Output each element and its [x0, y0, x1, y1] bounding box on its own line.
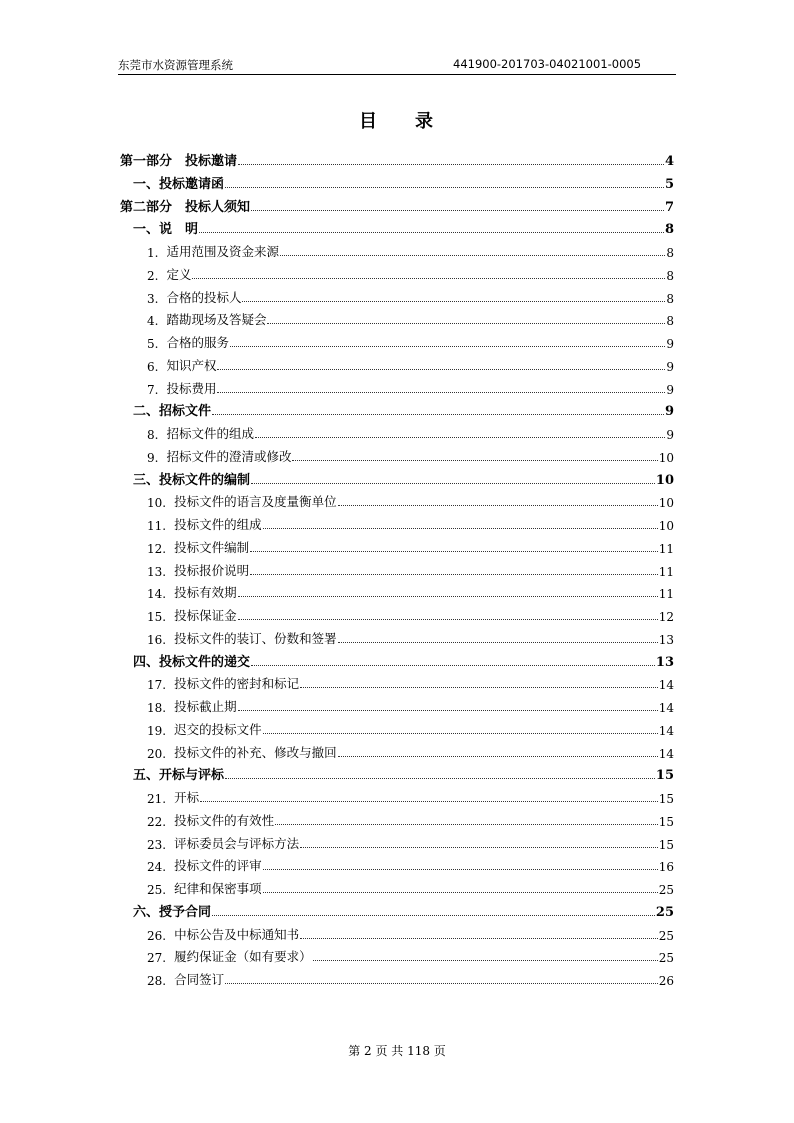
toc-entry-page: 11: [658, 587, 674, 602]
toc-entry-title: 投标文件编制: [174, 539, 250, 555]
toc-dot-leader: [217, 368, 665, 370]
toc-entry-page: 8: [666, 246, 674, 260]
toc-entry[interactable]: [147, 947, 674, 965]
toc-dot-leader: [251, 482, 655, 484]
toc-entry-page: 8: [666, 268, 674, 283]
toc-entry-title: 评标委员会与评标方法: [174, 835, 300, 851]
toc-entry[interactable]: [133, 219, 674, 237]
toc-entry-page: 15: [658, 792, 674, 806]
toc-dot-leader: [225, 186, 664, 188]
toc-entry-page: 15: [658, 814, 674, 829]
toc-entry[interactable]: [147, 538, 674, 556]
toc-dot-leader: [230, 345, 665, 347]
toc-dot-leader: [250, 550, 658, 552]
toc-entry-title: 纪律和保密事项: [174, 881, 262, 896]
toc-dot-leader: [225, 777, 655, 779]
toc-entry-number: 24.: [147, 860, 167, 875]
toc-entry-page: 7: [664, 199, 674, 215]
toc-entry-number: 13.: [147, 564, 167, 579]
toc-entry-page: 25: [658, 928, 674, 943]
toc-entry-title: 五、开标与评标: [133, 768, 225, 784]
toc-dot-leader: [250, 573, 658, 575]
toc-dot-leader: [199, 231, 664, 233]
toc-entry-title: 投标文件的补充、修改与撤回: [174, 744, 337, 760]
toc-entry-page: 15: [658, 837, 674, 852]
toc-entry-title: 第一部分 投标邀请: [120, 154, 238, 169]
toc-entry[interactable]: [147, 265, 674, 283]
toc-entry-title: 招标文件的澄清或修改: [166, 448, 292, 464]
toc-entry-title: 适用范围及资金来源: [166, 244, 279, 259]
toc-entry-number: 3.: [147, 291, 159, 306]
toc-entry-page: 13: [658, 632, 674, 647]
toc-entry-page: 11: [658, 541, 674, 556]
toc-entry-title: 投标报价说明: [174, 562, 250, 578]
toc-entry[interactable]: [133, 470, 674, 488]
toc-entry-number: 1.: [147, 246, 159, 260]
toc-entry-page: 8: [664, 222, 674, 238]
toc-entry-page: 15: [655, 768, 674, 784]
toc-entry[interactable]: [147, 379, 674, 397]
toc-entry-title: 招标文件的组成: [166, 426, 254, 441]
toc-entry[interactable]: [147, 697, 674, 715]
toc-dot-leader: [238, 163, 664, 165]
toc-entry-page: 9: [666, 382, 674, 397]
toc-dot-leader: [217, 391, 665, 393]
toc-entry-page: 4: [664, 154, 674, 169]
toc-entry-number: 17.: [147, 678, 167, 693]
toc-dot-leader: [212, 914, 655, 916]
toc-entry-page: 25: [655, 904, 674, 920]
toc-entry-number: 10.: [147, 496, 167, 511]
toc-entry-title: 踏勘现场及答疑会: [166, 312, 267, 328]
title-char-2: 录: [415, 111, 435, 132]
toc-entry-page: 25: [658, 951, 674, 966]
toc-dot-leader: [238, 595, 658, 597]
toc-entry-title: 投标截止期: [174, 699, 237, 714]
toc-dot-leader: [225, 982, 658, 984]
toc-entry-page: 12: [658, 610, 674, 624]
toc-entry[interactable]: [133, 174, 674, 192]
toc-entry-page: 9: [664, 404, 674, 420]
toc-entry[interactable]: [133, 401, 674, 419]
toc-entry-page: 9: [666, 428, 674, 442]
toc-entry-page: 14: [658, 701, 674, 715]
toc-entry-page: 10: [658, 519, 674, 533]
toc-entry[interactable]: [147, 310, 674, 328]
toc-entry[interactable]: [147, 856, 674, 874]
toc-entry-number: 20.: [147, 746, 167, 761]
toc-entry-page: 26: [658, 974, 674, 988]
toc-entry-title: 投标有效期: [174, 585, 237, 601]
toc-entry-number: 21.: [147, 792, 167, 806]
toc-dot-leader: [338, 504, 658, 506]
toc-entry-number: 2.: [147, 268, 159, 283]
toc-dot-leader: [280, 254, 665, 256]
toc-entry-number: 6.: [147, 359, 159, 374]
toc-entry-title: 投标费用: [166, 380, 217, 396]
toc-dot-leader: [313, 959, 658, 961]
toc-entry-title: 投标文件的装订、份数和签署: [174, 630, 337, 646]
toc-entry-title: 开标: [174, 790, 200, 805]
toc-entry-number: 22.: [147, 814, 167, 829]
toc-entry-page: 25: [658, 883, 674, 897]
toc-entry-number: 27.: [147, 951, 167, 966]
toc-entry[interactable]: [147, 424, 674, 442]
toc-entry-number: 11.: [147, 519, 167, 533]
toc-entry-number: 5.: [147, 337, 159, 351]
toc-entry[interactable]: [147, 356, 674, 374]
page-title: [0, 107, 794, 133]
toc-entry-title: 第二部分 投标人须知: [120, 199, 251, 215]
toc-entry-title: 六、授予合同: [133, 904, 212, 920]
page-footer: 第 2 页 共 118 页: [348, 1044, 446, 1058]
title-char-1: 目: [359, 111, 379, 132]
header-document-name: 东莞市水资源管理系统: [118, 58, 233, 72]
toc-entry[interactable]: [120, 197, 674, 215]
toc-entry-page: 9: [666, 359, 674, 374]
toc-entry-number: 14.: [147, 587, 167, 602]
toc-entry[interactable]: [147, 970, 674, 988]
toc-entry-number: 8.: [147, 428, 159, 442]
toc-entry[interactable]: [147, 811, 674, 829]
toc-entry[interactable]: [147, 333, 674, 351]
toc-dot-leader: [338, 755, 658, 757]
toc-entry-title: 定义: [166, 266, 192, 282]
toc-entry[interactable]: [147, 288, 674, 306]
toc-entry-number: 7.: [147, 382, 159, 397]
toc-dot-leader: [300, 846, 658, 848]
toc-entry-title: 合格的投标人: [166, 289, 242, 305]
toc-entry-page: 10: [658, 450, 674, 465]
page-header: [118, 56, 676, 75]
toc-entry[interactable]: [147, 743, 674, 761]
toc-entry-title: 迟交的投标文件: [174, 721, 262, 737]
toc-dot-leader: [300, 937, 658, 939]
header-document-code: 441900-201703-04021001-0005: [453, 57, 642, 71]
toc-entry[interactable]: [147, 583, 674, 601]
toc-dot-leader: [242, 300, 665, 302]
toc-entry-title: 知识产权: [166, 357, 217, 373]
toc-entry-title: 三、投标文件的编制: [133, 472, 251, 488]
toc-entry[interactable]: [147, 242, 674, 260]
toc-dot-leader: [267, 322, 665, 324]
toc-entry[interactable]: [147, 788, 674, 806]
toc-entry-page: 16: [658, 860, 674, 875]
toc-dot-leader: [263, 527, 658, 529]
toc-entry-title: 一、投标邀请函: [133, 176, 225, 192]
toc-dot-leader: [263, 868, 658, 870]
toc-entry[interactable]: [147, 674, 674, 692]
toc-entry-page: 5: [664, 176, 674, 192]
toc-entry-title: 投标文件的密封和标记: [174, 676, 300, 692]
toc-entry-page: 10: [658, 496, 674, 511]
toc-entry[interactable]: [147, 561, 674, 579]
toc-entry-page: 8: [666, 314, 674, 329]
toc-entry[interactable]: [147, 720, 674, 738]
toc-entry-title: 投标保证金: [174, 608, 237, 623]
toc-entry-page: 13: [655, 654, 674, 670]
toc-entry-title: 投标文件的组成: [174, 517, 262, 532]
toc-entry-page: 8: [666, 291, 674, 306]
toc-dot-leader: [238, 709, 658, 711]
toc-dot-leader: [263, 891, 658, 893]
toc-entry-number: 23.: [147, 837, 167, 852]
toc-entry[interactable]: [133, 902, 674, 920]
toc-entry-title: 合格的服务: [166, 335, 229, 350]
toc-entry-number: 16.: [147, 632, 167, 647]
toc-entry[interactable]: [147, 834, 674, 852]
toc-entry-page: 11: [658, 564, 674, 579]
toc-entry-title: 投标文件的有效性: [174, 812, 275, 828]
toc-entry-number: 19.: [147, 723, 167, 738]
toc-dot-leader: [255, 436, 665, 438]
toc-entry[interactable]: [147, 447, 674, 465]
toc-entry[interactable]: [147, 925, 674, 943]
toc-entry-number: 15.: [147, 610, 167, 624]
toc-entry-number: 28.: [147, 974, 167, 988]
toc-entry[interactable]: [147, 515, 674, 533]
toc-entry-title: 履约保证金（如有要求）: [174, 949, 312, 965]
toc-entry-number: 25.: [147, 883, 167, 897]
toc-entry-page: 9: [666, 337, 674, 351]
toc-entry[interactable]: [120, 151, 674, 169]
toc-dot-leader: [338, 641, 658, 643]
toc-dot-leader: [292, 459, 657, 461]
toc-entry-title: 一、说 明: [133, 222, 199, 238]
toc-entry[interactable]: [147, 492, 674, 510]
toc-dot-leader: [275, 823, 658, 825]
toc-entry-title: 中标公告及中标通知书: [174, 926, 300, 942]
toc-entry-page: 14: [658, 678, 674, 693]
toc-entry-number: 26.: [147, 928, 167, 943]
toc-dot-leader: [192, 277, 665, 279]
toc-entry[interactable]: [147, 879, 674, 897]
toc-entry-title: 二、招标文件: [133, 404, 212, 420]
toc-dot-leader: [251, 664, 655, 666]
toc-entry-number: 12.: [147, 541, 167, 556]
toc-entry-number: 18.: [147, 701, 167, 715]
toc-entry-page: 14: [658, 746, 674, 761]
toc-entry-number: 9.: [147, 450, 159, 465]
toc-dot-leader: [300, 686, 658, 688]
toc-entry[interactable]: [147, 606, 674, 624]
toc-entry-title: 投标文件的语言及度量衡单位: [174, 494, 337, 510]
toc-dot-leader: [212, 413, 664, 415]
toc-entry-page: 14: [658, 723, 674, 738]
toc-dot-leader: [251, 209, 664, 211]
toc-entry-title: 四、投标文件的递交: [133, 654, 251, 670]
toc-entry-number: 4.: [147, 314, 159, 329]
toc-entry[interactable]: [133, 765, 674, 783]
toc-dot-leader: [263, 732, 658, 734]
toc-dot-leader: [200, 800, 658, 802]
toc-entry-title: 合同签订: [174, 972, 225, 987]
toc-entry[interactable]: [147, 629, 674, 647]
toc-dot-leader: [238, 618, 658, 620]
toc-entry[interactable]: [133, 652, 674, 670]
toc-entry-page: 10: [655, 472, 674, 488]
toc-entry-title: 投标文件的评审: [174, 858, 262, 874]
